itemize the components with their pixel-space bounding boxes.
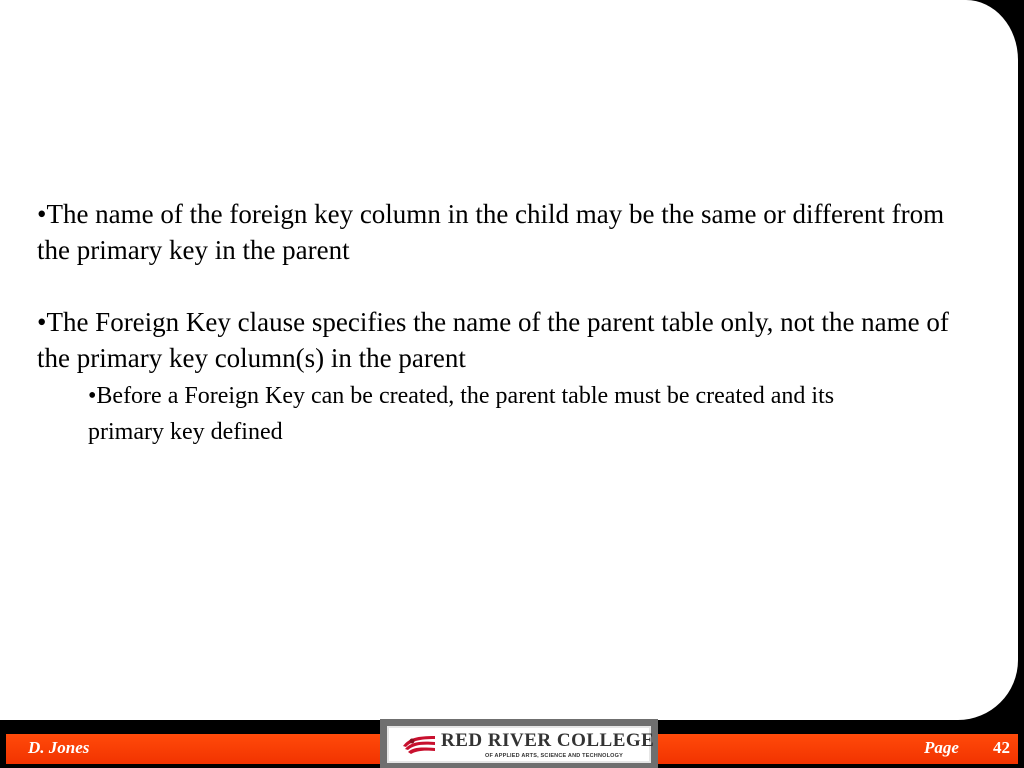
college-logo-name: RED RIVER COLLEGE [441,730,655,751]
college-logo-tagline: OF APPLIED ARTS, SCIENCE AND TECHNOLOGY [485,753,623,759]
sub-bullet-parent-table-first: •Before a Foreign Key can be created, the parent table must be created and its primary key defined [88,383,835,445]
college-logo [380,719,658,768]
footer-page-label: Page [924,738,959,757]
footer-author: D. Jones [28,738,90,757]
bullet-foreign-key-name: •The name of the foreign key column in the child may be the same or different from the primary key in the parent [37,199,945,265]
bullet-foreign-key-clause: •The Foreign Key clause specifies the name of the parent table only, not the name of the primary key column(s) in the parent [37,307,949,373]
college-logo-panel [387,726,655,763]
slide-body [37,196,967,450]
red-river-college-logo-mark-icon [401,732,437,758]
footer-page-number: 42 [993,738,1010,757]
